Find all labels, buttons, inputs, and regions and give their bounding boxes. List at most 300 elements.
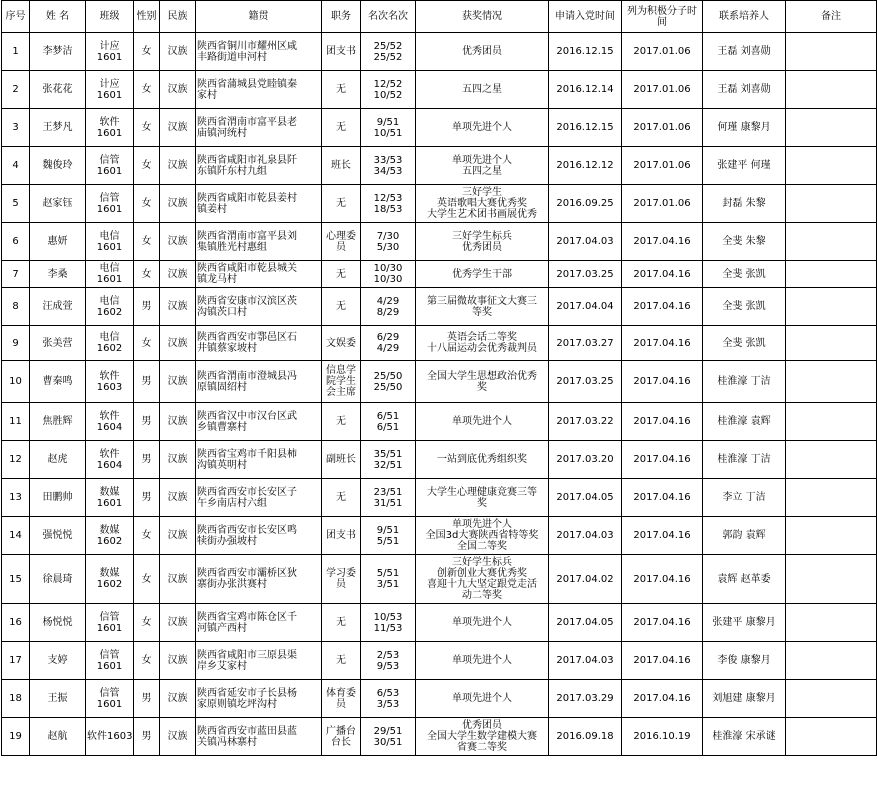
cell-awards-line: 动二等奖: [462, 590, 502, 601]
cell-class-line: 1602: [96, 306, 123, 318]
cell-class: [86, 185, 134, 223]
cell-apply-date: 2016.12.15: [549, 33, 622, 71]
cell-activist-date: 2017.04.16: [622, 604, 703, 642]
cell-origin-line: 陕西省汉中市汉台区武: [197, 410, 297, 422]
cell-origin: [196, 718, 322, 756]
cell-origin: [196, 109, 322, 147]
cell-origin: [196, 642, 322, 680]
cell-class: [86, 261, 134, 288]
cell-rank-line: 6/51: [376, 421, 400, 433]
cell-contact: 全斐 张凯: [703, 288, 786, 326]
cell-ethnicity: 汉族: [160, 109, 196, 147]
cell-apply-date: 2017.04.03: [549, 517, 622, 555]
cell-rank-line: 4/29: [376, 343, 400, 354]
cell-class-line: 软件: [99, 116, 120, 128]
cell-origin-line: 陕西省西安市长安区鸣: [197, 524, 297, 536]
cell-contact: 张建平 康黎月: [703, 604, 786, 642]
cell-awards-line: 单项先进个人: [452, 655, 512, 666]
header-apply-date: 申请入党时间: [549, 1, 622, 33]
cell-apply-date: 2016.09.25: [549, 185, 622, 223]
cell-rank-line: 4/29: [376, 295, 400, 307]
cell-remark: [786, 109, 877, 147]
cell-class-line: 1601: [96, 622, 123, 634]
cell-activist-date: 2017.04.16: [622, 326, 703, 361]
cell-activist-date: 2017.01.06: [622, 147, 703, 185]
cell-no: 17: [2, 642, 30, 680]
cell-sex: 女: [134, 185, 160, 223]
cell-post-line: 广播台: [326, 725, 356, 737]
cell-rank-line: 12/53: [373, 192, 403, 204]
cell-origin-line: 陕西省渭南市富平县老: [197, 116, 297, 128]
cell-apply-date: 2017.04.03: [549, 642, 622, 680]
cell-name: 王梦凡: [30, 109, 86, 147]
cell-post-line: 员: [336, 579, 346, 590]
cell-rank: [361, 71, 416, 109]
cell-contact: 张建平 何瑾: [703, 147, 786, 185]
cell-class: [86, 288, 134, 326]
cell-origin-line: 陕西省渭南市澄城县冯: [197, 370, 297, 382]
cell-remark: [786, 680, 877, 718]
cell-apply-date: 2017.03.27: [549, 326, 622, 361]
cell-activist-date: 2017.01.06: [622, 71, 703, 109]
cell-apply-date: 2016.12.14: [549, 71, 622, 109]
cell-sex: 男: [134, 288, 160, 326]
cell-rank-line: 29/51: [373, 725, 403, 737]
table-row: [2, 261, 877, 288]
cell-rank-line: 31/51: [373, 497, 403, 509]
cell-remark: [786, 71, 877, 109]
cell-class-line: 1604: [96, 421, 123, 433]
cell-rank-line: 11/53: [373, 622, 403, 634]
cell-origin-line: 沟镇英明村: [197, 459, 247, 471]
cell-origin-line: 陕西省咸阳市乾县城关: [197, 263, 297, 274]
cell-class-line: 信管: [99, 649, 120, 661]
cell-apply-date: 2017.03.29: [549, 680, 622, 718]
cell-post: [322, 288, 361, 326]
table-row: [2, 642, 877, 680]
cell-apply-date: 2017.03.25: [549, 261, 622, 288]
cell-rank-line: 9/51: [376, 116, 400, 128]
cell-rank: [361, 109, 416, 147]
cell-class-line: 1601: [96, 89, 123, 101]
cell-post: [322, 403, 361, 441]
cell-sex: 男: [134, 403, 160, 441]
table-row: [2, 33, 877, 71]
cell-rank-line: 9/51: [376, 524, 400, 536]
table-row: [2, 288, 877, 326]
cell-rank-line: 18/53: [373, 203, 403, 215]
cell-class-line: 1602: [96, 579, 123, 590]
cell-origin: [196, 680, 322, 718]
cell-apply-date: 2017.04.05: [549, 604, 622, 642]
cell-rank-line: 25/52: [373, 40, 403, 52]
cell-origin-line: 陕西省西安市灞桥区狄: [197, 568, 297, 579]
cell-rank-line: 10/53: [373, 611, 403, 623]
table-row: [2, 361, 877, 403]
cell-origin-line: 家村: [197, 89, 217, 101]
cell-class-line: 1601: [96, 698, 123, 710]
cell-contact: 桂淮濠 丁洁: [703, 441, 786, 479]
cell-origin: [196, 261, 322, 288]
cell-class: [86, 33, 134, 71]
cell-apply-date: 2016.12.12: [549, 147, 622, 185]
cell-rank-line: 7/30: [376, 230, 400, 242]
cell-awards-line: 全国大学生数学建模大赛: [427, 731, 537, 742]
cell-awards-line: 创新创业大赛优秀奖: [437, 568, 527, 579]
cell-sex: 男: [134, 718, 160, 756]
cell-contact: 王磊 刘喜勋: [703, 33, 786, 71]
table-row: [2, 680, 877, 718]
cell-sex: 女: [134, 555, 160, 604]
cell-activist-date: 2017.04.16: [622, 223, 703, 261]
cell-awards-line: 一站到底优秀组织奖: [437, 454, 527, 465]
cell-class-line: 电信: [99, 230, 120, 242]
cell-post: [322, 604, 361, 642]
cell-remark: [786, 555, 877, 604]
table-row: [2, 479, 877, 517]
cell-activist-date: 2017.01.06: [622, 185, 703, 223]
cell-rank: [361, 604, 416, 642]
cell-post: [322, 517, 361, 555]
cell-awards: [416, 441, 549, 479]
cell-class: [86, 223, 134, 261]
cell-class: [86, 361, 134, 403]
cell-origin: [196, 441, 322, 479]
cell-no: 9: [2, 326, 30, 361]
cell-post: [322, 680, 361, 718]
cell-apply-date: 2017.04.05: [549, 479, 622, 517]
cell-contact: 袁辉 赵革委: [703, 555, 786, 604]
cell-post-line: 信息学: [326, 365, 356, 376]
cell-remark: [786, 441, 877, 479]
cell-awards-line: 单项先进个人: [452, 122, 512, 133]
cell-ethnicity: 汉族: [160, 223, 196, 261]
cell-name: 汪成萱: [30, 288, 86, 326]
cell-awards-line: 五四之星: [462, 165, 502, 177]
cell-ethnicity: 汉族: [160, 403, 196, 441]
cell-awards: [416, 71, 549, 109]
cell-origin-line: 原镇固绍村: [197, 381, 247, 393]
cell-post-line: 员: [336, 241, 346, 253]
cell-origin-line: 庙镇河统村: [197, 127, 247, 139]
cell-ethnicity: 汉族: [160, 361, 196, 403]
cell-origin: [196, 479, 322, 517]
cell-awards-line: 优秀学生干部: [452, 268, 512, 280]
cell-no: 12: [2, 441, 30, 479]
cell-class-line: 数媒: [99, 568, 120, 579]
cell-awards-line: 三好学生标兵: [452, 557, 512, 568]
cell-origin: [196, 517, 322, 555]
cell-class: [86, 604, 134, 642]
cell-class: [86, 403, 134, 441]
cell-class-line: 计应: [99, 40, 120, 52]
cell-sex: 女: [134, 109, 160, 147]
cell-apply-date: 2017.04.04: [549, 288, 622, 326]
cell-remark: [786, 479, 877, 517]
cell-origin-line: 镇姜村: [197, 203, 227, 215]
cell-post-line: 体育委: [326, 687, 356, 699]
cell-contact: 全斐 朱黎: [703, 223, 786, 261]
cell-origin-line: 河镇产西村: [197, 622, 247, 634]
cell-sex: 男: [134, 479, 160, 517]
cell-origin-line: 陕西省宝鸡市陈仓区千: [197, 611, 297, 623]
cell-class-line: 信管: [99, 154, 120, 166]
cell-awards-line: 奖: [477, 497, 487, 509]
cell-class-line: 软件: [99, 410, 120, 422]
table-row: [2, 403, 877, 441]
cell-origin-line: 乡镇曹寨村: [197, 421, 247, 433]
table-row: [2, 555, 877, 604]
cell-sex: 男: [134, 680, 160, 718]
cell-sex: 女: [134, 604, 160, 642]
cell-class: [86, 479, 134, 517]
cell-ethnicity: 汉族: [160, 33, 196, 71]
cell-sex: 女: [134, 642, 160, 680]
cell-origin: [196, 223, 322, 261]
cell-class-line: 软件: [99, 448, 120, 460]
cell-class: [86, 718, 134, 756]
cell-awards-line: 单项先进个人: [452, 617, 512, 628]
cell-class-line: 软件: [99, 370, 120, 382]
cell-apply-date: 2017.03.20: [549, 441, 622, 479]
cell-post: [322, 555, 361, 604]
cell-no: 5: [2, 185, 30, 223]
cell-rank-line: 25/50: [373, 381, 403, 393]
cell-no: 1: [2, 33, 30, 71]
cell-rank: [361, 680, 416, 718]
cell-rank: [361, 441, 416, 479]
cell-rank: [361, 361, 416, 403]
cell-origin-line: 家原则镇圪坪沟村: [197, 698, 277, 710]
cell-remark: [786, 147, 877, 185]
cell-name: 赵家钰: [30, 185, 86, 223]
header-row: [2, 1, 877, 33]
cell-origin-line: 犊街办强坡村: [197, 535, 257, 547]
cell-awards: [416, 223, 549, 261]
cell-sex: 女: [134, 223, 160, 261]
cell-rank-line: 25/52: [373, 51, 403, 63]
cell-class-line: 1602: [96, 535, 123, 547]
cell-name: 张美营: [30, 326, 86, 361]
cell-awards: [416, 642, 549, 680]
cell-awards-line: 全国二等奖: [457, 541, 507, 552]
cell-post: [322, 479, 361, 517]
cell-activist-date: 2017.04.16: [622, 680, 703, 718]
cell-ethnicity: 汉族: [160, 288, 196, 326]
cell-sex: 女: [134, 326, 160, 361]
cell-origin: [196, 147, 322, 185]
cell-awards: [416, 718, 549, 756]
cell-contact: 郭韵 袁辉: [703, 517, 786, 555]
cell-awards: [416, 361, 549, 403]
cell-post-line: 无: [336, 655, 346, 666]
cell-activist-date: 2017.04.16: [622, 261, 703, 288]
cell-awards: [416, 479, 549, 517]
cell-awards-line: 英语歌唱大赛优秀奖: [437, 198, 527, 209]
cell-post: [322, 147, 361, 185]
header-sex: 性别: [134, 1, 160, 33]
cell-no: 3: [2, 109, 30, 147]
cell-origin: [196, 71, 322, 109]
cell-class: [86, 147, 134, 185]
cell-rank: [361, 185, 416, 223]
cell-rank: [361, 403, 416, 441]
cell-post-line: 院学生: [326, 376, 356, 387]
header-origin: 籍贯: [196, 1, 322, 33]
cell-rank-line: 5/30: [376, 241, 400, 253]
cell-no: 15: [2, 555, 30, 604]
cell-class-line: 1601: [96, 497, 123, 509]
cell-name: 张花花: [30, 71, 86, 109]
cell-awards-line: 省赛二等奖: [457, 742, 507, 753]
cell-origin-line: 丰路街道申河村: [197, 51, 267, 63]
cell-contact: 全斐 张凯: [703, 326, 786, 361]
cell-class-line: 1601: [96, 165, 123, 177]
cell-awards: [416, 326, 549, 361]
cell-origin-line: 陕西省西安市鄠邑区石: [197, 332, 297, 343]
cell-origin-line: 陕西省咸阳市乾县姜村: [197, 192, 297, 204]
header-class: 班级: [86, 1, 134, 33]
cell-class: [86, 555, 134, 604]
cell-awards-line: 等奖: [472, 306, 492, 318]
header-activist-date: 列为积极分子时间: [622, 1, 703, 33]
cell-no: 2: [2, 71, 30, 109]
cell-ethnicity: 汉族: [160, 604, 196, 642]
cell-origin: [196, 33, 322, 71]
cell-awards: [416, 33, 549, 71]
cell-sex: 男: [134, 361, 160, 403]
table-row: [2, 517, 877, 555]
cell-contact: 何瑾 康黎月: [703, 109, 786, 147]
table-row: [2, 71, 877, 109]
cell-ethnicity: 汉族: [160, 517, 196, 555]
cell-rank: [361, 147, 416, 185]
cell-ethnicity: 汉族: [160, 680, 196, 718]
cell-remark: [786, 223, 877, 261]
cell-rank-line: 6/29: [376, 332, 400, 343]
table-row: [2, 185, 877, 223]
cell-remark: [786, 326, 877, 361]
cell-apply-date: 2017.03.22: [549, 403, 622, 441]
cell-awards: [416, 261, 549, 288]
cell-ethnicity: 汉族: [160, 185, 196, 223]
cell-awards: [416, 680, 549, 718]
cell-rank-line: 10/51: [373, 127, 403, 139]
header-post: 职务: [322, 1, 361, 33]
cell-rank: [361, 718, 416, 756]
table-row: [2, 223, 877, 261]
cell-awards-line: 优秀团员: [462, 241, 502, 253]
cell-sex: 女: [134, 261, 160, 288]
cell-post-line: 无: [336, 416, 346, 427]
cell-class-line: 1601: [96, 274, 123, 285]
cell-contact: 桂淮濠 宋承谜: [703, 718, 786, 756]
cell-no: 10: [2, 361, 30, 403]
cell-origin-line: 陕西省蒲城县党睦镇秦: [197, 78, 297, 90]
cell-post-line: 员: [336, 698, 346, 710]
cell-origin-line: 陕西省铜川市耀州区咸: [197, 40, 297, 52]
cell-rank: [361, 479, 416, 517]
cell-origin: [196, 326, 322, 361]
cell-ethnicity: 汉族: [160, 261, 196, 288]
cell-no: 16: [2, 604, 30, 642]
cell-origin-line: 陕西省安康市汉滨区茨: [197, 295, 297, 307]
cell-activist-date: 2017.04.16: [622, 479, 703, 517]
cell-class: [86, 326, 134, 361]
table-body: [2, 33, 877, 756]
cell-apply-date: 2016.09.18: [549, 718, 622, 756]
cell-name: 田鹏帅: [30, 479, 86, 517]
cell-apply-date: 2016.12.15: [549, 109, 622, 147]
cell-name: 魏俊玲: [30, 147, 86, 185]
cell-origin: [196, 555, 322, 604]
cell-class-line: 1601: [96, 51, 123, 63]
cell-contact: 李俊 康黎月: [703, 642, 786, 680]
cell-class-line: 电信: [99, 332, 120, 343]
cell-post: [322, 109, 361, 147]
cell-activist-date: 2017.04.16: [622, 288, 703, 326]
cell-no: 13: [2, 479, 30, 517]
cell-origin-line: 陕西省咸阳市礼泉县阡: [197, 154, 297, 166]
cell-awards: [416, 604, 549, 642]
cell-name: 赵航: [30, 718, 86, 756]
cell-contact: 桂淮濠 袁辉: [703, 403, 786, 441]
cell-class-line: 信管: [99, 611, 120, 623]
header-name: 姓 名: [30, 1, 86, 33]
cell-activist-date: 2017.01.06: [622, 109, 703, 147]
cell-class-line: 1601: [96, 241, 123, 253]
cell-name: 李梦洁: [30, 33, 86, 71]
cell-contact: 王磊 刘喜勋: [703, 71, 786, 109]
cell-apply-date: 2017.04.03: [549, 223, 622, 261]
cell-class-line: 电信: [99, 263, 120, 274]
cell-sex: 女: [134, 147, 160, 185]
cell-post-line: 台长: [331, 736, 351, 748]
cell-ethnicity: 汉族: [160, 71, 196, 109]
cell-contact: 刘旭建 康黎月: [703, 680, 786, 718]
cell-class: [86, 517, 134, 555]
cell-contact: 李立 丁洁: [703, 479, 786, 517]
cell-rank-line: 6/51: [376, 410, 400, 422]
cell-post-line: 学习委: [326, 568, 356, 579]
cell-post-line: 无: [336, 617, 346, 628]
cell-ethnicity: 汉族: [160, 642, 196, 680]
cell-class-line: 1602: [96, 343, 123, 354]
cell-name: 杨悦悦: [30, 604, 86, 642]
cell-sex: 女: [134, 517, 160, 555]
header-remark: 备注: [786, 1, 877, 33]
header-no: 序号: [2, 1, 30, 33]
cell-rank: [361, 33, 416, 71]
cell-remark: [786, 403, 877, 441]
cell-ethnicity: 汉族: [160, 147, 196, 185]
cell-awards-line: 单项先进个人: [452, 154, 512, 166]
cell-class: [86, 441, 134, 479]
cell-class-line: 计应: [99, 78, 120, 90]
cell-origin-line: 岸乡艾家村: [197, 660, 247, 672]
cell-awards-line: 单项先进个人: [452, 693, 512, 704]
cell-activist-date: 2017.04.16: [622, 441, 703, 479]
cell-post-line: 团支书: [326, 46, 356, 57]
cell-awards: [416, 147, 549, 185]
cell-rank-line: 25/50: [373, 370, 403, 382]
cell-post-line: 班长: [331, 160, 351, 171]
cell-name: 焦胜辉: [30, 403, 86, 441]
cell-origin-line: 陕西省西安市蓝田县蓝: [197, 725, 297, 737]
cell-rank: [361, 223, 416, 261]
cell-rank: [361, 288, 416, 326]
cell-rank: [361, 555, 416, 604]
